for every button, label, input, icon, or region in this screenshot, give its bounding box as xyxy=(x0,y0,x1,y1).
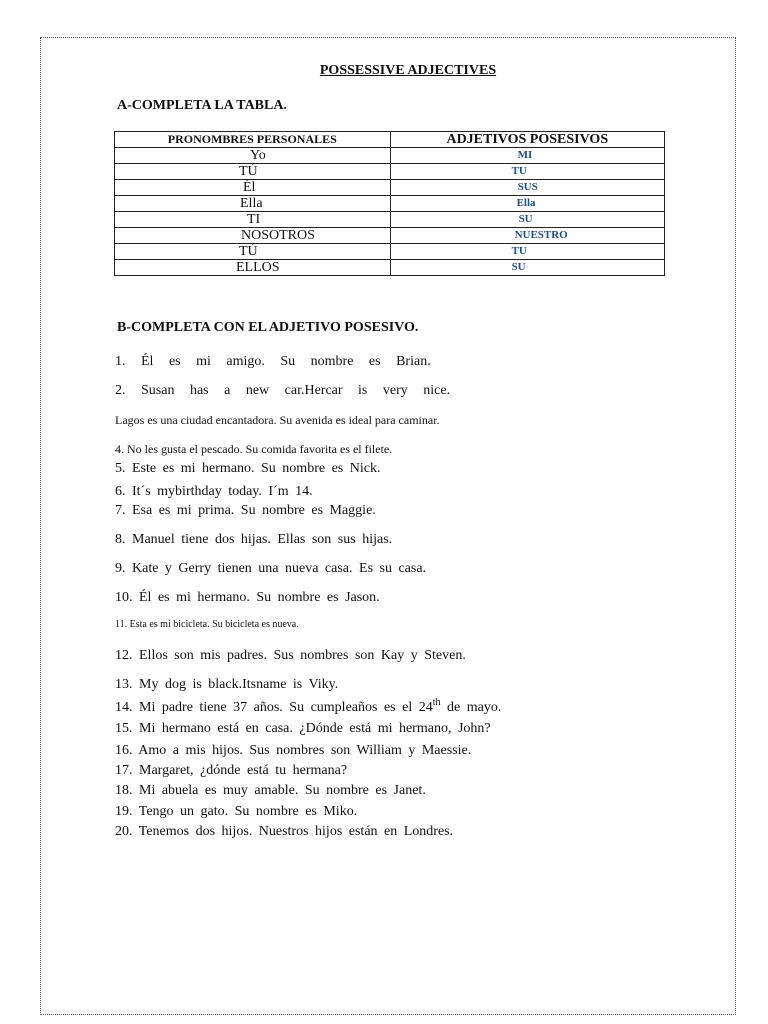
sentence-1: 1. Él es mi amigo. Su nombre es Brian. xyxy=(115,354,431,369)
adjective-cell: SU xyxy=(390,212,664,228)
sentence-18: 18. Mi abuela es muy amable. Su nombre es Janet. xyxy=(115,783,426,798)
table-row xyxy=(115,164,665,180)
adjective-cell: TU xyxy=(390,164,664,180)
table-row xyxy=(115,244,665,260)
table-row xyxy=(115,196,665,212)
table-row xyxy=(115,212,665,228)
section-b-heading: B-COMPLETA CON EL ADJETIVO POSESIVO. xyxy=(117,320,419,335)
sentence-15: 15. Mi hermano está en casa. ¿Dónde está mi hermano, John? xyxy=(115,721,491,736)
ordinal-superscript: th xyxy=(432,697,441,708)
pronoun-cell: TÚ xyxy=(115,164,391,180)
sentence-7: 7. Esa es mi prima. Su nombre es Maggie. xyxy=(115,503,376,518)
pronoun-cell: ELLOS xyxy=(115,260,391,276)
sentence-12: 12. Ellos son mis padres. Sus nombres son Kay y Steven. xyxy=(115,648,466,663)
sentence-8: 8. Manuel tiene dos hijas. Ellas son sus hijas. xyxy=(115,532,393,547)
adjective-cell: TU xyxy=(390,244,664,260)
sentence-2: 2. Susan has a new car.Hercar is very nice. xyxy=(115,383,451,398)
sentence-5: 5. Este es mi hermano. Su nombre es Nick. xyxy=(115,461,381,476)
table-row xyxy=(115,260,665,276)
adjective-cell: Ella xyxy=(390,196,664,212)
table-header-row xyxy=(115,132,665,148)
sentence-19: 19. Tengo un gato. Su nombre es Miko. xyxy=(115,804,358,819)
possessive-table xyxy=(114,131,665,276)
adjective-cell: NUESTRO xyxy=(390,228,664,244)
table-row xyxy=(115,228,665,244)
sentence-11: 11. Esta es mi bicicleta. Su bicicleta es nueva. xyxy=(115,619,299,630)
adjective-cell: SUS xyxy=(390,180,664,196)
sentence-16: 16. Amo a mis hijos. Sus nombres son William y Maessie. xyxy=(115,743,472,758)
sentence-14-text: 14. Mi padre tiene 37 años. Su cumpleaños es el 24 xyxy=(115,700,433,715)
adjective-cell: SU xyxy=(390,260,664,276)
table-row xyxy=(115,148,665,164)
worksheet-title: POSSESSIVE ADJECTIVES xyxy=(319,63,497,78)
sentence-4: 4. No les gusta el pescado. Su comida favorita es el filete. xyxy=(115,442,393,456)
sentence-14 xyxy=(115,697,502,716)
sentence-6: 6. It´s mybirthday today. I´m 14. xyxy=(115,484,313,499)
header-personal-pronouns: PRONOMBRES PERSONALES xyxy=(115,132,391,148)
sentence-13: 13. My dog is black.Itsname is Viky. xyxy=(115,677,339,692)
pronoun-cell: Yo xyxy=(115,148,391,164)
sentence-3: Lagos es una ciudad encantadora. Su avenida es ideal para caminar. xyxy=(115,413,440,427)
sentence-14-end: de mayo. xyxy=(440,700,502,715)
pronoun-cell: NOSOTROS xyxy=(115,228,391,244)
pronoun-cell: TI xyxy=(115,212,391,228)
section-a-heading: A-COMPLETA LA TABLA. xyxy=(117,98,287,113)
sentence-9: 9. Kate y Gerry tienen una nueva casa. Es su casa. xyxy=(115,561,427,576)
sentence-20: 20. Tenemos dos hijos. Nuestros hijos están en Londres. xyxy=(115,824,454,839)
sentence-10: 10. Él es mi hermano. Su nombre es Jason. xyxy=(115,590,380,605)
header-possessive-adjectives: ADJETIVOS POSESIVOS xyxy=(390,132,664,148)
pronoun-cell: Él xyxy=(115,180,391,196)
adjective-cell: MI xyxy=(390,148,664,164)
pronoun-cell: Ella xyxy=(115,196,391,212)
table-row xyxy=(115,180,665,196)
pronoun-cell: TÚ xyxy=(115,244,391,260)
sentence-17: 17. Margaret, ¿dónde está tu hermana? xyxy=(115,763,348,778)
